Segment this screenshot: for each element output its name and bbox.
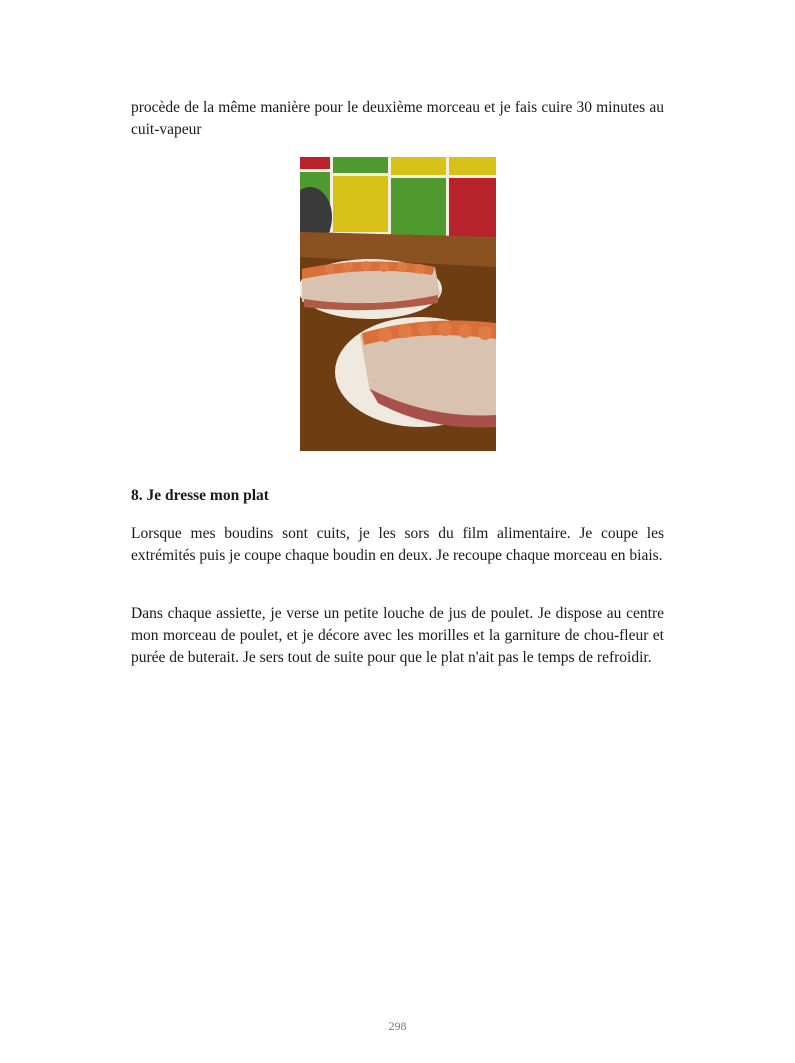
dish-photo bbox=[300, 157, 496, 451]
page-number: 298 bbox=[388, 1019, 407, 1033]
intro-paragraph: procède de la même manière pour le deuxième morceau et je fais cuire 30 minutes au cuit-vapeur bbox=[131, 99, 664, 138]
paragraph-1: Lorsque mes boudins sont cuits, je les sors du film alimentaire. Je coupe les extrémités puis je coupe chaque boudin en deux. Je recoupe chaque morceau en biais. bbox=[131, 525, 664, 564]
paragraph-2: Dans chaque assiette, je verse un petite louche de jus de poulet. Je dispose au centre mon morceau de poulet, et je décore avec les morilles et la garniture de chou-fleur et purée de buterait. Je sers tout de suite pour que le plat n'ait pas le temps de refroidir. bbox=[131, 605, 664, 666]
section-heading: 8. Je dresse mon plat bbox=[131, 487, 269, 504]
